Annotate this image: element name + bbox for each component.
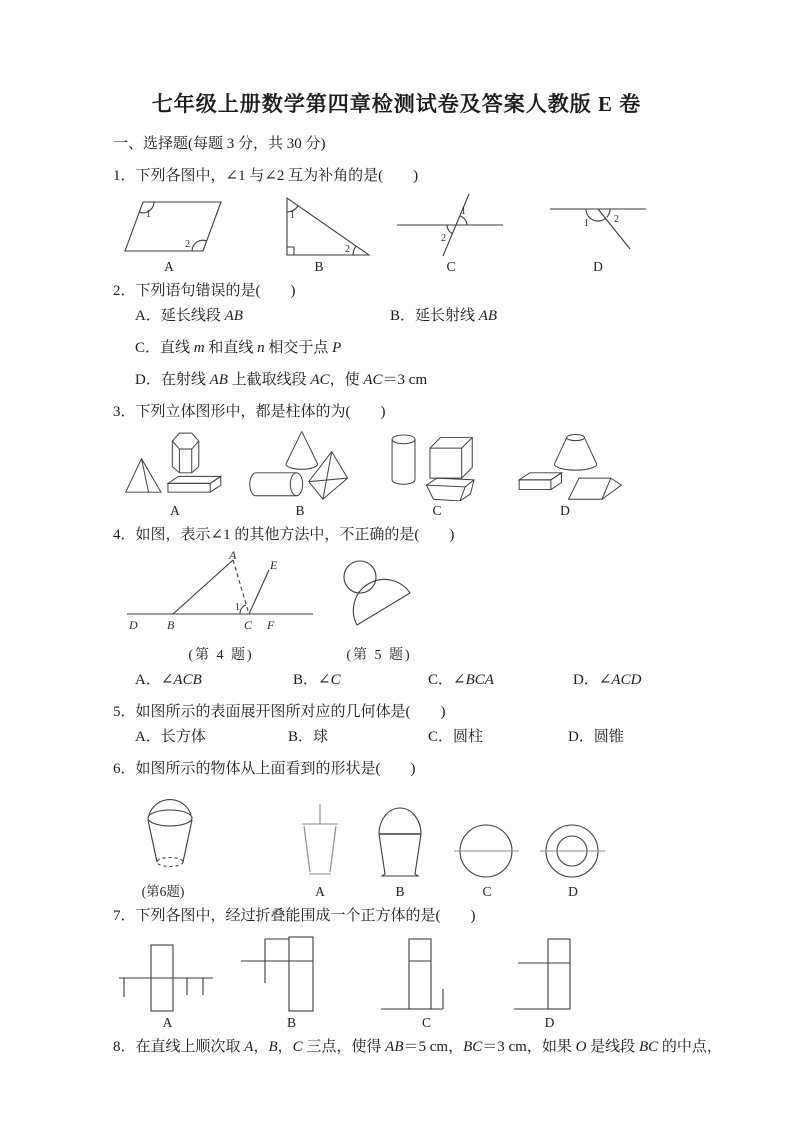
q2-stem: 2．下列语句错误的是( ) bbox=[113, 283, 296, 299]
q6-option-c-label: C bbox=[482, 884, 492, 899]
bucket-with-dome-figure bbox=[121, 784, 205, 878]
q3-figure-a bbox=[115, 427, 235, 519]
solids-group-d-figure bbox=[505, 427, 625, 501]
q7-net-b-label: B bbox=[286, 1015, 296, 1030]
section-heading: 一、选择题(每题 3 分，共 30 分) bbox=[113, 136, 326, 152]
q4-option-b: B．∠C bbox=[293, 672, 341, 688]
q4-figure bbox=[121, 550, 321, 664]
angle-2-label: 2 bbox=[185, 239, 190, 250]
q2-option-c: C．直线 m 和直线 n 相交于点 P bbox=[135, 340, 342, 356]
angle-1-label: 1 bbox=[584, 218, 589, 229]
q5-option-a: A．长方体 bbox=[135, 729, 206, 745]
q3-figure-c bbox=[377, 427, 497, 519]
q3-figure-d-label: D bbox=[560, 503, 570, 518]
q1-figure-row bbox=[113, 191, 737, 275]
q3-figure-a-label: A bbox=[170, 503, 180, 518]
solids-group-b-figure bbox=[240, 427, 360, 501]
angle-1-label: 1 bbox=[235, 602, 240, 613]
line-ray-angles-figure bbox=[542, 191, 654, 257]
q4-option-a: A．∠ACB bbox=[135, 672, 202, 688]
q7-net-d-label: D bbox=[544, 1015, 555, 1030]
q2-option-b: B．延长射线 AB bbox=[390, 308, 498, 324]
q4-figure-caption: (第 4 题) bbox=[188, 648, 254, 663]
concentric-circles-figure bbox=[539, 820, 607, 882]
q1-figure-c bbox=[395, 191, 507, 275]
q4-option-d: D．∠ACD bbox=[573, 672, 642, 688]
angle-2-label: 2 bbox=[614, 214, 619, 225]
q6-option-b-figure bbox=[369, 794, 431, 900]
q1-figure-d bbox=[542, 191, 654, 275]
q7-net-d-figure bbox=[502, 935, 597, 1031]
q1-figure-d-label: D bbox=[593, 259, 603, 274]
q6-option-b-label: B bbox=[395, 884, 405, 899]
q5-figure bbox=[329, 550, 429, 664]
bucket-front-view-figure bbox=[369, 794, 431, 882]
q7-net-a-label: A bbox=[162, 1015, 173, 1030]
q6-option-c-figure bbox=[453, 820, 521, 900]
q2-option-d: D．在射线 AB 上截取线段 AC，使 AC＝3 cm bbox=[135, 372, 428, 388]
angle-2-label: 2 bbox=[441, 233, 446, 244]
q4-options-row bbox=[113, 670, 737, 691]
q6-option-d-figure bbox=[539, 820, 607, 900]
solids-group-c-figure bbox=[377, 427, 497, 501]
point-b-label: B bbox=[167, 618, 175, 632]
q1-figure-b bbox=[263, 191, 375, 275]
crossing-lines-angles-figure bbox=[395, 191, 507, 257]
cube-net-c-figure bbox=[379, 935, 474, 1013]
angle-naming-figure bbox=[121, 550, 321, 642]
q5-option-d: D．圆锥 bbox=[568, 729, 624, 745]
q7-net-a-figure bbox=[115, 939, 220, 1031]
q6-object-figure bbox=[121, 784, 205, 900]
q6-figure-caption: (第6题) bbox=[141, 884, 185, 899]
q3-figure-b bbox=[240, 427, 360, 519]
q6-option-a-label: A bbox=[315, 884, 325, 899]
point-e-label: E bbox=[270, 558, 278, 572]
q6-figure-row bbox=[113, 784, 737, 900]
page-title: 七年级上册数学第四章检测试卷及答案人教版 E 卷 bbox=[151, 92, 642, 116]
angle-1-label: 1 bbox=[461, 206, 466, 217]
circle-with-line-figure bbox=[453, 820, 521, 882]
angle-2-label: 2 bbox=[345, 244, 350, 255]
q8-stem: 8．在直线上顺次取 A，B，C 三点，使得 AB＝5 cm，BC＝3 cm，如果 O 是线段 BC 的中点， bbox=[113, 1039, 722, 1055]
q3-figure-c-label: C bbox=[432, 503, 442, 518]
q3-figure-b-label: B bbox=[295, 503, 305, 518]
q4-figure-row bbox=[113, 550, 737, 664]
q3-figure-row bbox=[113, 427, 737, 519]
solids-group-a-figure bbox=[115, 427, 235, 501]
trapezoid-with-stick-figure bbox=[289, 800, 351, 882]
point-c-label: C bbox=[244, 618, 253, 632]
cube-net-b-figure bbox=[239, 931, 344, 1013]
q2-option-a: A．延长线段 AB bbox=[135, 308, 243, 324]
q1-figure-c-label: C bbox=[446, 259, 456, 274]
q5-stem: 5．如图所示的表面展开图所对应的几何体是( ) bbox=[113, 704, 446, 720]
q1-figure-a-label: A bbox=[164, 259, 174, 274]
q7-figure-row bbox=[113, 931, 737, 1031]
angle-1-label: 1 bbox=[146, 209, 151, 220]
q3-figure-d bbox=[505, 427, 625, 519]
q7-net-c-label: C bbox=[421, 1015, 431, 1030]
point-f-label: F bbox=[267, 618, 275, 632]
q1-figure-a bbox=[113, 191, 225, 275]
q4-option-c: C．∠BCA bbox=[428, 672, 494, 688]
right-triangle-angles-figure bbox=[263, 191, 375, 257]
q1-figure-b-label: B bbox=[314, 259, 324, 274]
q7-stem: 7．下列各图中，经过折叠能围成一个正方体的是( ) bbox=[113, 908, 476, 924]
point-a-label: A bbox=[229, 550, 237, 562]
q3-stem: 3．下列立体图形中，都是柱体的为( ) bbox=[113, 404, 386, 420]
q6-option-d-label: D bbox=[568, 884, 578, 899]
q5-option-c: C．圆柱 bbox=[428, 729, 484, 745]
cube-net-d-figure bbox=[502, 935, 597, 1013]
parallelogram-angles-figure bbox=[113, 191, 225, 257]
q6-stem: 6．如图所示的物体从上面看到的形状是( ) bbox=[113, 761, 416, 777]
q5-options-row bbox=[113, 727, 737, 748]
q7-net-b-figure bbox=[239, 931, 344, 1031]
q5-option-b: B．球 bbox=[288, 729, 329, 745]
point-d-label: D bbox=[129, 618, 138, 632]
q2-options-row-1 bbox=[113, 306, 737, 327]
cone-net-figure bbox=[329, 550, 429, 642]
q4-stem: 4．如图，表示∠1 的其他方法中，不正确的是( ) bbox=[113, 527, 455, 543]
q6-option-a-figure bbox=[289, 800, 351, 900]
q5-figure-caption: (第 5 题) bbox=[346, 648, 412, 663]
angle-1-label: 1 bbox=[290, 210, 295, 221]
cube-net-a-figure bbox=[115, 939, 220, 1013]
q1-stem: 1．下列各图中，∠1 与∠2 互为补角的是( ) bbox=[113, 168, 419, 184]
q7-net-c-figure bbox=[379, 935, 474, 1031]
